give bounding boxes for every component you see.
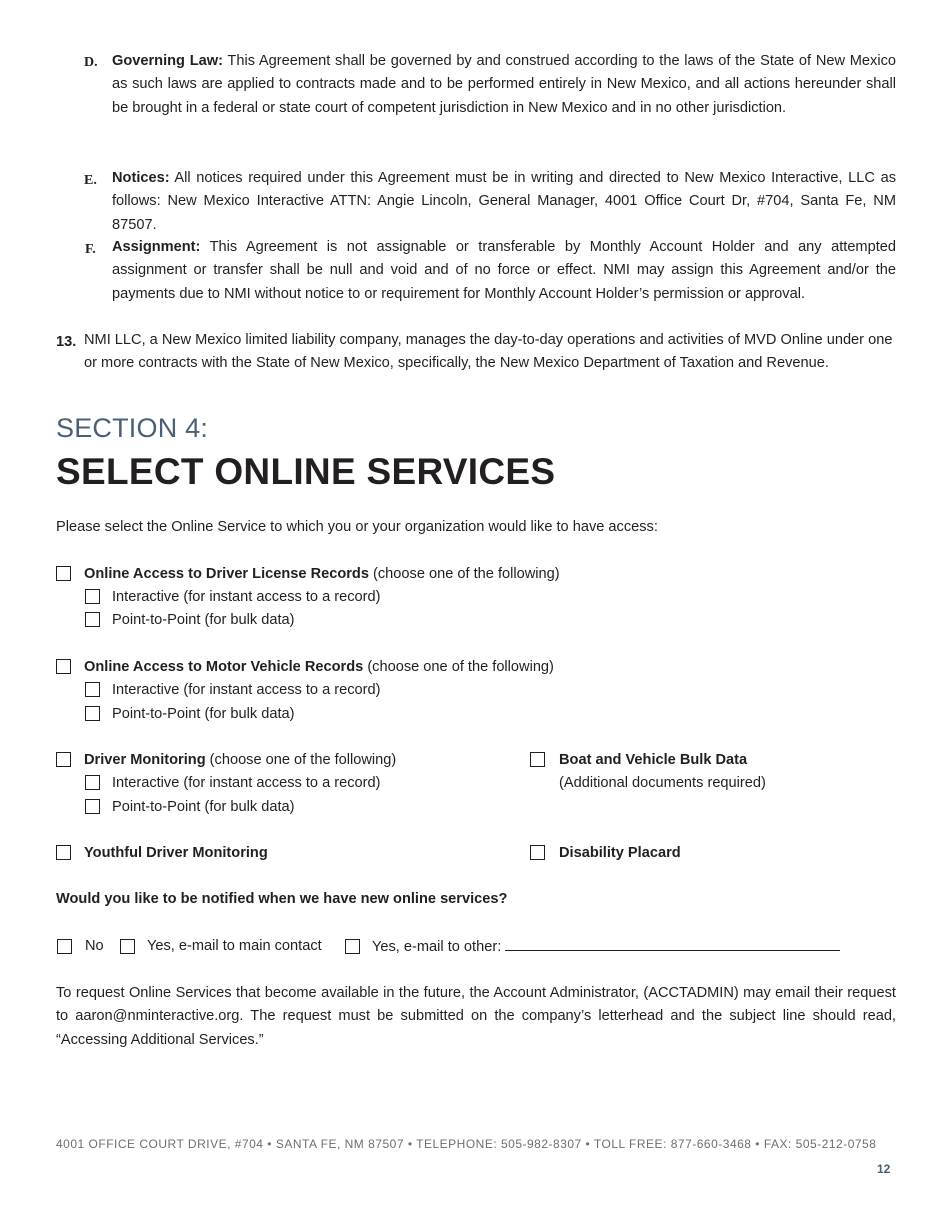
- driver-monitoring-p2p-checkbox[interactable]: [85, 799, 100, 814]
- driver-license-interactive-checkbox[interactable]: [85, 589, 100, 604]
- clause-f-letter: F.: [85, 242, 96, 257]
- driver-monitoring-title: Driver Monitoring: [84, 752, 206, 768]
- notify-main-contact-checkbox[interactable]: [120, 939, 135, 954]
- driver-license-checkbox[interactable]: [56, 566, 71, 581]
- driver-monitoring-label: [84, 750, 396, 770]
- clause-d-letter: D.: [84, 55, 98, 70]
- motor-vehicle-interactive-checkbox[interactable]: [85, 682, 100, 697]
- driver-license-label: [84, 564, 560, 584]
- notify-question: Would you like to be notified when we have new online services?: [56, 891, 508, 907]
- clause-f: [112, 236, 896, 306]
- section-intro: Please select the Online Service to which you or your organization would like to have access:: [56, 519, 658, 535]
- motor-vehicle-label: [84, 657, 554, 677]
- driver-license-interactive-label: Interactive (for instant access to a record): [112, 589, 381, 605]
- driver-license-p2p-checkbox[interactable]: [85, 612, 100, 627]
- clause-e-text: All notices required under this Agreement must be in writing and directed to New Mexico Interactive, LLC as follows: New Mexico Interactive ATTN: Angie Lincoln, General Manager, 4001 Office Court Dr, #704, Santa Fe, NM 87507.: [112, 170, 896, 233]
- clause-d: [112, 50, 896, 120]
- motor-vehicle-checkbox[interactable]: [56, 659, 71, 674]
- clause-d-heading: Governing Law:: [112, 53, 223, 69]
- clause-f-text: This Agreement is not assignable or transferable by Monthly Account Holder and any attempted assignment or transfer shall be null and void and of no force or effect. NMI may assign this Agreement and/or the payments due to NMI without notice to or requirement for Monthly Account Holder’s permission or approval.: [112, 239, 896, 302]
- notify-other-label: Yes, e-mail to other:: [372, 939, 502, 955]
- youthful-driver-checkbox[interactable]: [56, 845, 71, 860]
- clause-f-heading: Assignment:: [112, 239, 201, 255]
- driver-monitoring-interactive-checkbox[interactable]: [85, 775, 100, 790]
- notify-other-email-field[interactable]: [505, 936, 840, 951]
- notify-no-label: No: [85, 938, 104, 954]
- closing-paragraph: To request Online Services that become available in the future, the Account Administrator, (ACCTADMIN) may email their request to aaron@nminteractive.org. The request must be submitted on the company’s letterhead and the subject line should read, “Accessing Additional Services.”: [56, 985, 896, 1048]
- driver-license-suffix: (choose one of the following): [368, 566, 560, 582]
- notify-main-contact-label: Yes, e-mail to main contact: [147, 938, 322, 954]
- disability-placard-label: Disability Placard: [559, 845, 681, 861]
- driver-license-p2p-label: Point-to-Point (for bulk data): [112, 612, 295, 628]
- notify-other-row: [372, 936, 840, 957]
- section-label: SECTION 4:: [56, 413, 209, 443]
- motor-vehicle-interactive-label: Interactive (for instant access to a record): [112, 682, 381, 698]
- clause-e-heading: Notices:: [112, 170, 170, 186]
- notify-no-checkbox[interactable]: [57, 939, 72, 954]
- disability-placard-checkbox[interactable]: [530, 845, 545, 860]
- boat-vehicle-title: Boat and Vehicle Bulk Data: [559, 752, 748, 768]
- driver-license-title: Online Access to Driver License Records: [84, 566, 369, 582]
- footer-address: 4001 OFFICE COURT DRIVE, #704 • SANTA FE, NM 87507 • TELEPHONE: 505-982-8307 • TOLL FREE: 877-660-3468 • FAX: 505-212-0758: [56, 1137, 877, 1151]
- boat-vehicle-checkbox[interactable]: [530, 752, 545, 767]
- motor-vehicle-title: Online Access to Motor Vehicle Records: [84, 659, 364, 675]
- item-13-number: 13.: [56, 334, 77, 350]
- driver-monitoring-suffix: (choose one of the following): [205, 752, 397, 768]
- clause-d-text: This Agreement shall be governed by and construed according to the laws of the State of New Mexico as such laws are applied to contracts made and to be performed entirely in New Mexico, and all actions hereunder shall be brought in a federal or state court of competent jurisdiction in New Mexico and in no other jurisdiction.: [112, 53, 896, 116]
- motor-vehicle-suffix: (choose one of the following): [363, 659, 554, 675]
- driver-monitoring-checkbox[interactable]: [56, 752, 71, 767]
- driver-monitoring-p2p-label: Point-to-Point (for bulk data): [112, 799, 295, 815]
- clause-e: [112, 167, 896, 237]
- item-13-text: NMI LLC, a New Mexico limited liability company, manages the day-to-day operations and activities of MVD Online under one or more contracts with the State of New Mexico, specifically, the New Mexico Department of Taxation and Revenue.: [84, 332, 893, 372]
- notify-other-checkbox[interactable]: [345, 939, 360, 954]
- clause-e-letter: E.: [84, 173, 97, 188]
- boat-vehicle-note: (Additional documents required): [559, 775, 766, 791]
- driver-monitoring-interactive-label: Interactive (for instant access to a record): [112, 775, 381, 791]
- motor-vehicle-p2p-label: Point-to-Point (for bulk data): [112, 706, 295, 722]
- page-title: SELECT ONLINE SERVICES: [56, 451, 556, 492]
- motor-vehicle-p2p-checkbox[interactable]: [85, 706, 100, 721]
- youthful-driver-label: Youthful Driver Monitoring: [84, 845, 268, 861]
- page-number: 12: [877, 1162, 891, 1176]
